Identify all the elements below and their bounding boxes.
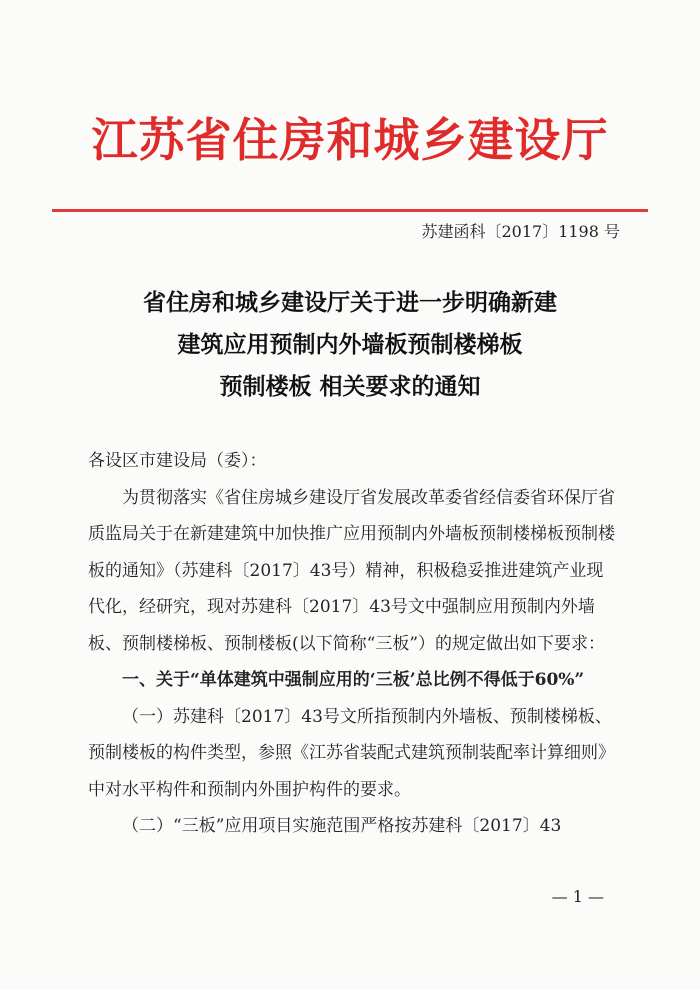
notice-title-line-1: 省住房和城乡建设厅关于进一步明确新建 bbox=[143, 289, 557, 316]
intro-paragraph: 为贯彻落实《省住房城乡建设厅省发展改革委省经信委省环保厅省质监局关于在新建建筑中加快推广应用预制内外墙板预制楼梯板预制楼板的通知》（苏建科〔2017〕43号）精神，积极稳妥推进建筑产业现代化，经研究，现对苏建科〔2017〕43号文中强制应用预制内外墙板、预制楼梯板、预制楼板(以下简称“三板”）的规定做出如下要求： bbox=[88, 487, 615, 654]
issuer-header-title: 江苏省住房和城乡建设厅 bbox=[91, 113, 609, 167]
page-number: — 1 — bbox=[551, 887, 604, 906]
notice-title bbox=[60, 282, 640, 408]
notice-title-line-3: 预制楼板 相关要求的通知 bbox=[219, 373, 481, 400]
item-1-paragraph: （一）苏建科〔2017〕43号文所指预制内外墙板、预制楼梯板、预制楼板的构件类型，参照《江苏省装配式建筑预制装配率计算细则》中对水平构件和预制内外围护构件的要求。 bbox=[88, 706, 615, 800]
document-number: 苏建函科〔2017〕1198 号 bbox=[421, 222, 620, 241]
notice-title-line-2: 建筑应用预制内外墙板预制楼梯板 bbox=[177, 331, 523, 358]
section-heading: 一、关于“单体建筑中强制应用的‘三板’总比例不得低于60%” bbox=[122, 670, 585, 690]
document-body bbox=[88, 443, 616, 845]
item-2-paragraph: （二）“三板”应用项目实施范围严格按苏建科〔2017〕43 bbox=[122, 816, 562, 836]
salutation: 各设区市建设局（委）： bbox=[88, 451, 267, 471]
red-divider-line bbox=[52, 209, 648, 212]
